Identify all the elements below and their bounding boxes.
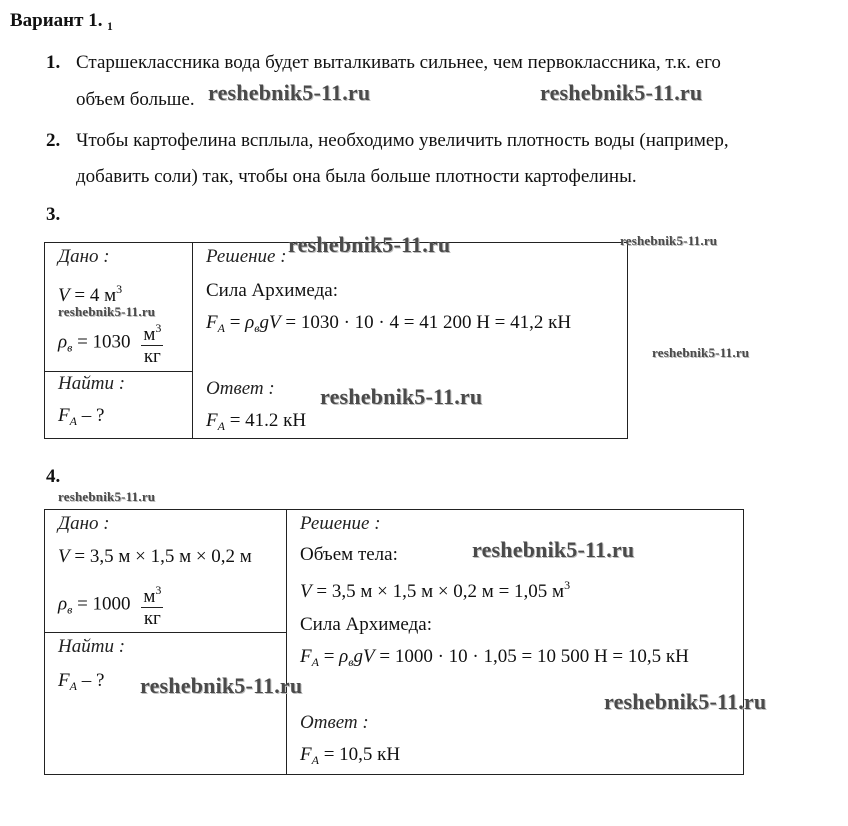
watermark: reshebnik5-11.ru bbox=[58, 489, 156, 504]
task4-divider-vertical bbox=[286, 509, 287, 775]
task4-divider-horizontal bbox=[44, 632, 287, 633]
task3-divider-vertical bbox=[192, 242, 193, 439]
task3-solution-heading: Сила Архимеда: bbox=[206, 280, 338, 301]
task4-given-volume: V = 3,5 м × 1,5 м × 0,2 м bbox=[58, 546, 252, 567]
watermark: reshebnik5-11.ru bbox=[540, 80, 703, 105]
task3-equation: $F_A = \rho_вgV = 1030 \cdot 10 \cdot 4 = 41$ 200 Н = 41,2 кН bbox=[206, 312, 572, 335]
task4-given-label: Дано : bbox=[58, 513, 110, 534]
task4-solution-heading: Сила Архимеда: bbox=[300, 614, 432, 635]
task3-answer-value: $F_A = 41.2$ кН bbox=[206, 410, 307, 433]
task3-density-unit: $\frac{м^3}{кг}$ bbox=[141, 318, 163, 368]
watermark: reshebnik5-11.ru bbox=[288, 232, 451, 257]
watermark: reshebnik5-11.ru bbox=[652, 345, 750, 360]
task3-answer-label: Ответ : bbox=[206, 378, 275, 399]
task3-divider-horizontal bbox=[44, 371, 193, 372]
watermark: reshebnik5-11.ru bbox=[604, 689, 767, 714]
item-number-2: 2. bbox=[46, 130, 61, 151]
item-2-line-2: добавить соли) так, чтобы она была больше плотности картофелины. bbox=[76, 166, 637, 187]
task4-find-label: Найти : bbox=[58, 636, 126, 657]
task3-given-volume: V = 4 $м^3$ bbox=[58, 282, 123, 306]
task3-given-label: Дано : bbox=[58, 246, 110, 267]
watermark: reshebnik5-11.ru bbox=[140, 673, 303, 698]
item-number-3: 3. bbox=[46, 204, 61, 225]
task3-solution-label: Решение : bbox=[206, 246, 287, 267]
item-number-4: 4. bbox=[46, 466, 61, 487]
task4-volume-heading: Объем тела: bbox=[300, 544, 398, 565]
watermark: reshebnik5-11.ru bbox=[208, 80, 371, 105]
watermark: reshebnik5-11.ru bbox=[58, 304, 156, 319]
item-2-line-1: Чтобы картофелина всплыла, необходимо увеличить плотность воды (например, bbox=[76, 130, 729, 151]
task4-equation: $F_A = \rho_вgV = 1000 \cdot 10 \cdot 1,05 = 10$ 500 Н = 10,5 кН bbox=[300, 646, 689, 669]
task4-answer-label: Ответ : bbox=[300, 712, 369, 733]
task4-solution-label: Решение : bbox=[300, 513, 381, 534]
item-1-line-2: объем больше. bbox=[76, 89, 195, 110]
page-title: Вариант 1. ₁ bbox=[10, 10, 113, 31]
watermark: reshebnik5-11.ru bbox=[320, 384, 483, 409]
item-number-1: 1. bbox=[46, 52, 61, 73]
task4-find-value: $F_A$ – ? bbox=[58, 670, 105, 693]
task4-density-unit: $\frac{м^3}{кг}$ bbox=[141, 580, 163, 630]
task4-volume-equation: V = 3,5 м × 1,5 м × 0,2 м = 1,05 $м^3$ bbox=[300, 578, 571, 602]
task3-find-label: Найти : bbox=[58, 373, 126, 394]
task4-given-density: $\rho_в = 1000$ $\frac{м^3}{кг}$ bbox=[58, 580, 163, 630]
task3-given-density: $\rho_в = 1030$ $\frac{м^3}{кг}$ bbox=[58, 318, 163, 368]
task3-find-value: $F_A$ – ? bbox=[58, 405, 105, 428]
item-1-line-1: Старшеклассника вода будет выталкивать сильнее, чем первоклассника, т.к. его bbox=[76, 52, 721, 73]
task4-answer-value: $F_A = 10,5$ кН bbox=[300, 744, 401, 767]
watermark: reshebnik5-11.ru bbox=[472, 537, 635, 562]
watermark: reshebnik5-11.ru bbox=[620, 233, 718, 248]
